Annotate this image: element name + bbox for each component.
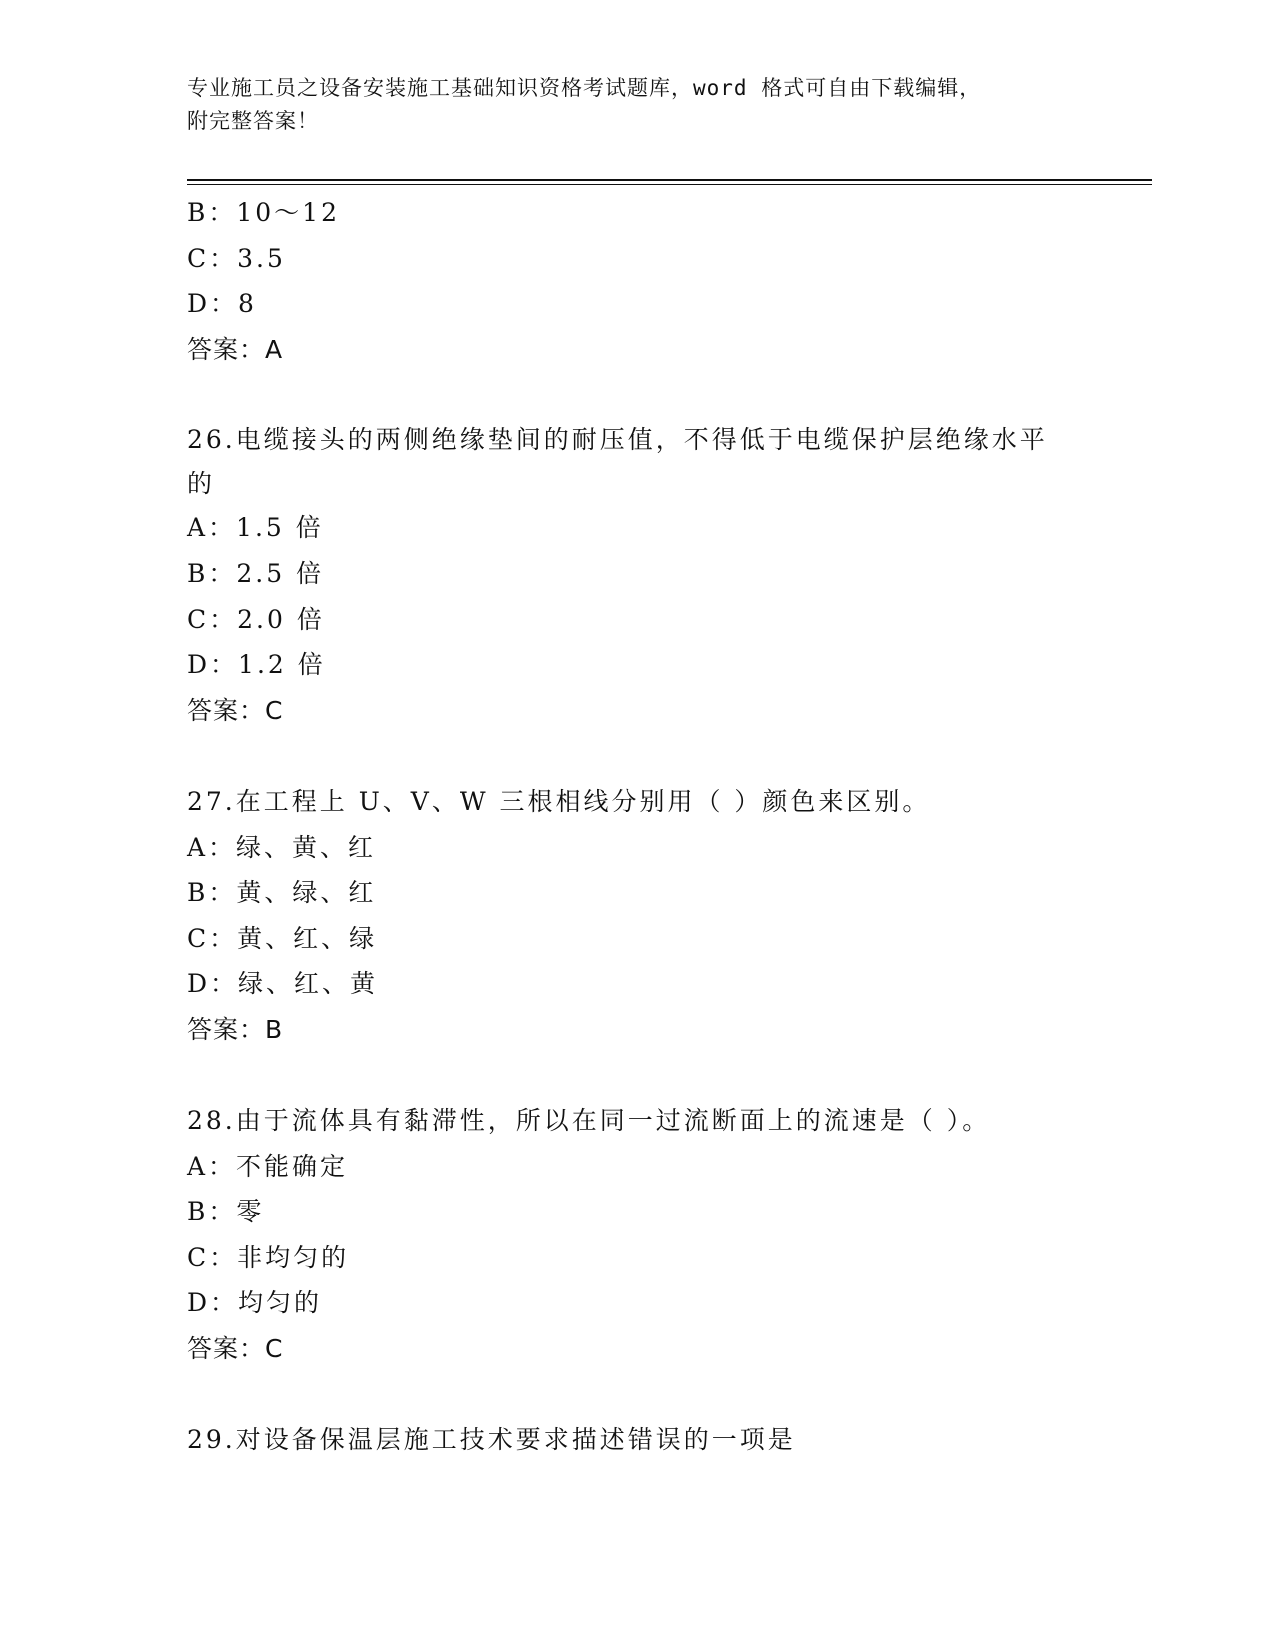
option-d: D：8 [187,289,257,319]
option-b: B：黄、绿、红 [187,878,377,908]
question-29 [187,1417,1087,1463]
option-c: C：2.0 倍 [187,604,325,634]
option-c: C：非均匀的 [187,1242,350,1272]
question-27 [187,779,1087,1053]
question-list [187,190,1087,1463]
option-d: D：绿、红、黄 [187,969,379,999]
question-text: 26.电缆接头的两侧绝缘垫间的耐压值，不得低于电缆保护层绝缘水平的 [187,424,1048,498]
spacer [187,733,1087,779]
question-text: 29.对设备保温层施工技术要求描述错误的一项是 [187,1425,796,1455]
question-text: 27.在工程上 U、V、W 三根相线分别用（ ）颜色来区别。 [187,786,931,816]
header-line-2: 附完整答案！ [187,109,319,133]
spacer [187,1372,1087,1418]
header-rule-thick [187,179,1152,181]
question-text: 28.由于流体具有黏滞性，所以在同一过流断面上的流速是（ ）。 [187,1106,991,1136]
question-26 [187,418,1087,733]
option-c: C：黄、红、绿 [187,923,378,953]
spacer [187,372,1087,418]
document-header [187,72,1087,138]
option-c: C：3.5 [187,243,286,273]
option-b: B：10～12 [187,198,340,227]
question-28 [187,1098,1087,1372]
option-a: A：1.5 倍 [187,513,324,543]
option-b: B：2.5 倍 [187,558,325,588]
header-line-1: 专业施工员之设备安装施工基础知识资格考试题库，word 格式可自由下载编辑， [187,76,982,100]
answer: 答案：B [187,1014,284,1044]
question-25-tail [187,190,1087,372]
option-a: A：绿、黄、红 [187,832,377,862]
option-b: B：零 [187,1197,265,1227]
header-rule-thin [187,184,1152,185]
answer: 答案：C [187,695,284,725]
spacer [187,1053,1087,1099]
option-d: D：1.2 倍 [187,650,326,680]
answer: 答案：A [187,334,284,364]
option-a: A：不能确定 [187,1151,349,1181]
option-d: D：均匀的 [187,1288,323,1318]
answer: 答案：C [187,1334,284,1364]
